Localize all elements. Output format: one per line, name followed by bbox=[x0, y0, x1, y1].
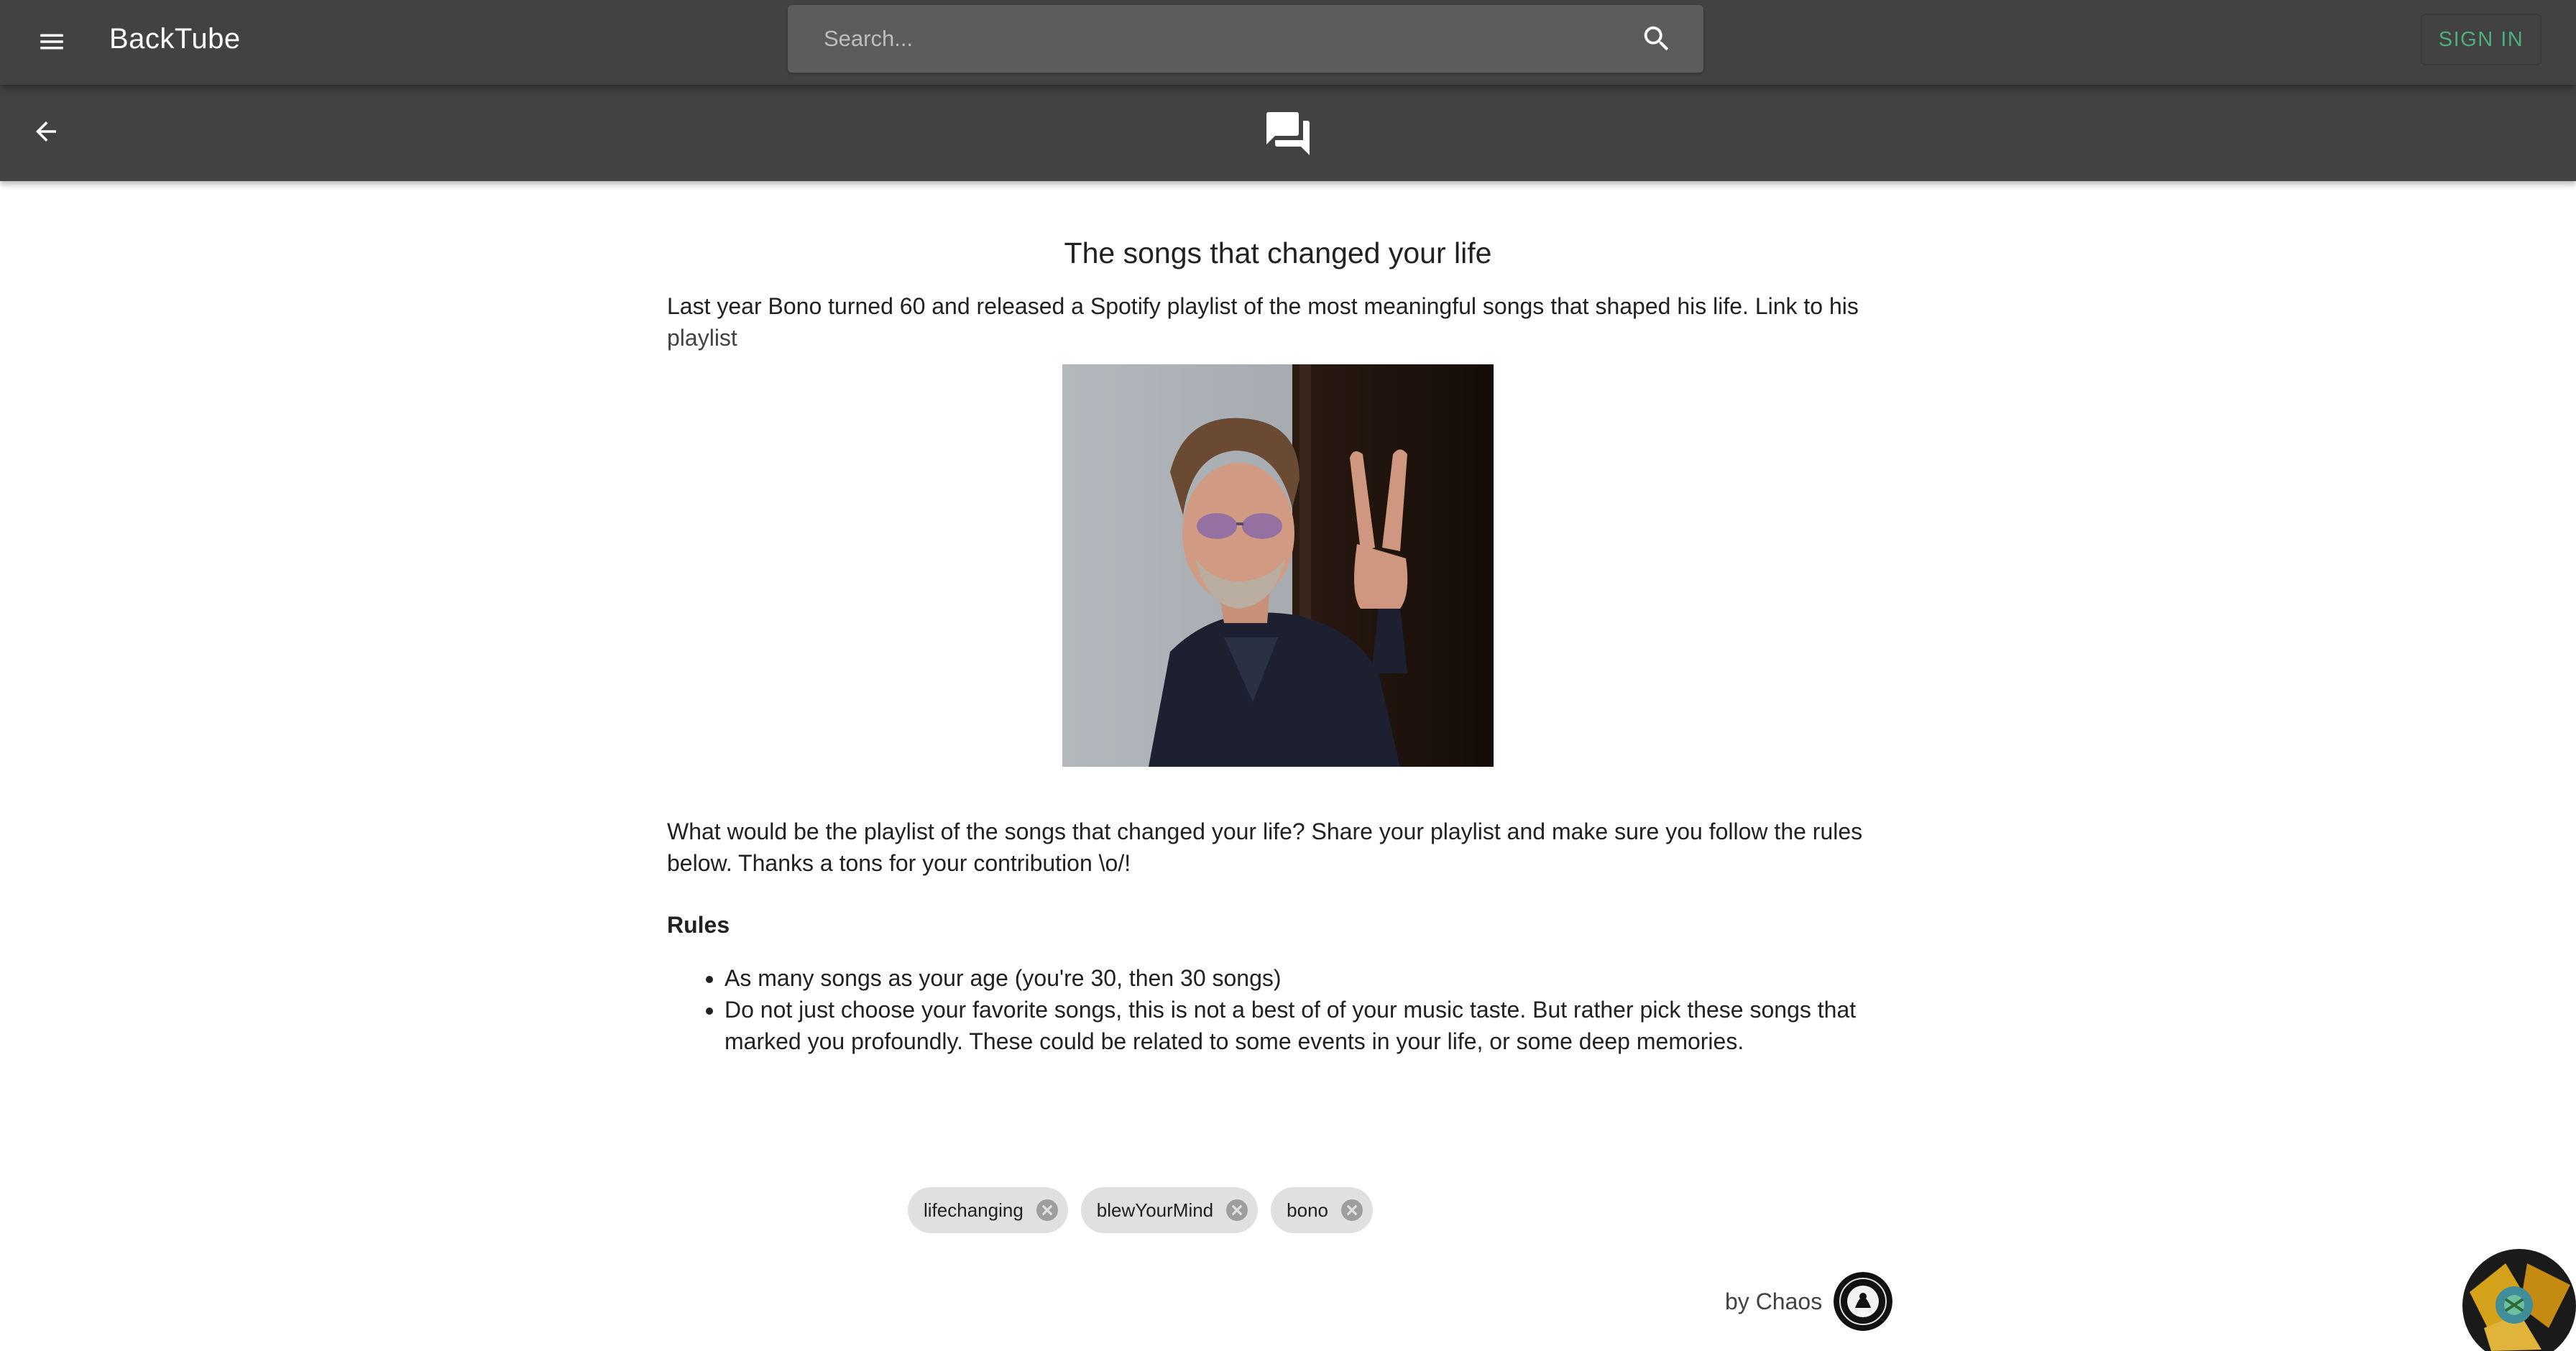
app-bar bbox=[0, 0, 2576, 85]
playlist-link[interactable]: playlist bbox=[667, 325, 737, 351]
post-intro bbox=[667, 290, 1889, 354]
floating-avatar[interactable] bbox=[2462, 1249, 2576, 1351]
cancel-circle-icon bbox=[1034, 1197, 1060, 1223]
app-title[interactable]: BackTube bbox=[109, 23, 241, 55]
tag-chip-bono[interactable] bbox=[1271, 1187, 1373, 1233]
post-image bbox=[1062, 364, 1494, 767]
rule-item: • As many songs as your age (you're 30, then 30 songs) bbox=[724, 962, 1889, 994]
cancel-circle-icon bbox=[1224, 1197, 1250, 1223]
rule-item: • Do not just choose your favorite songs, this is not a best of of your music taste. But rather pick these songs that marked you profoundly. These could be related to some events in your life, or some deep memories. bbox=[724, 994, 1889, 1057]
post-title: The songs that changed your life bbox=[1064, 236, 1492, 269]
author-avatar-image bbox=[1834, 1272, 1892, 1331]
post-author bbox=[1725, 1272, 1892, 1331]
post-content bbox=[667, 216, 1889, 1057]
remove-tag-button[interactable] bbox=[1034, 1196, 1061, 1224]
menu-icon bbox=[37, 27, 67, 57]
author-name[interactable]: by Chaos bbox=[1725, 1288, 1823, 1314]
sign-in-button[interactable]: SIGN IN bbox=[2421, 14, 2542, 65]
tag-label: bono bbox=[1287, 1199, 1328, 1221]
tag-chip-blewyourmind[interactable] bbox=[1081, 1187, 1258, 1233]
forum-icon[interactable] bbox=[1262, 108, 1314, 160]
rules-heading: Rules bbox=[667, 912, 730, 938]
tag-label: lifechanging bbox=[924, 1199, 1024, 1221]
post-intro-text: Last year Bono turned 60 and released a Spotify playlist of the most meaningful songs that shaped his life. Link to his bbox=[667, 293, 1859, 319]
search-button[interactable] bbox=[1639, 21, 1675, 57]
search-input[interactable] bbox=[822, 5, 1598, 73]
tag-chip-lifechanging[interactable] bbox=[908, 1187, 1068, 1233]
forum-icon-graphic bbox=[1262, 108, 1314, 160]
tag-label: blewYourMind bbox=[1096, 1199, 1214, 1221]
cancel-circle-icon bbox=[1339, 1197, 1365, 1223]
back-button[interactable] bbox=[26, 111, 66, 152]
rules-list bbox=[667, 962, 1889, 1057]
author-avatar[interactable] bbox=[1834, 1272, 1892, 1331]
search-box bbox=[788, 5, 1703, 73]
floating-avatar-image bbox=[2462, 1249, 2576, 1351]
arrow-back-icon bbox=[31, 116, 61, 147]
remove-tag-button[interactable] bbox=[1223, 1196, 1251, 1224]
post-paragraph: What would be the playlist of the songs that changed your life? Share your playlist and make sure you follow the rules below. Thanks a tons for your contribution \o/! bbox=[667, 819, 1863, 876]
search-icon bbox=[1640, 22, 1673, 55]
remove-tag-button[interactable] bbox=[1338, 1196, 1366, 1224]
tag-list bbox=[908, 1187, 1373, 1233]
menu-button[interactable] bbox=[32, 22, 72, 62]
